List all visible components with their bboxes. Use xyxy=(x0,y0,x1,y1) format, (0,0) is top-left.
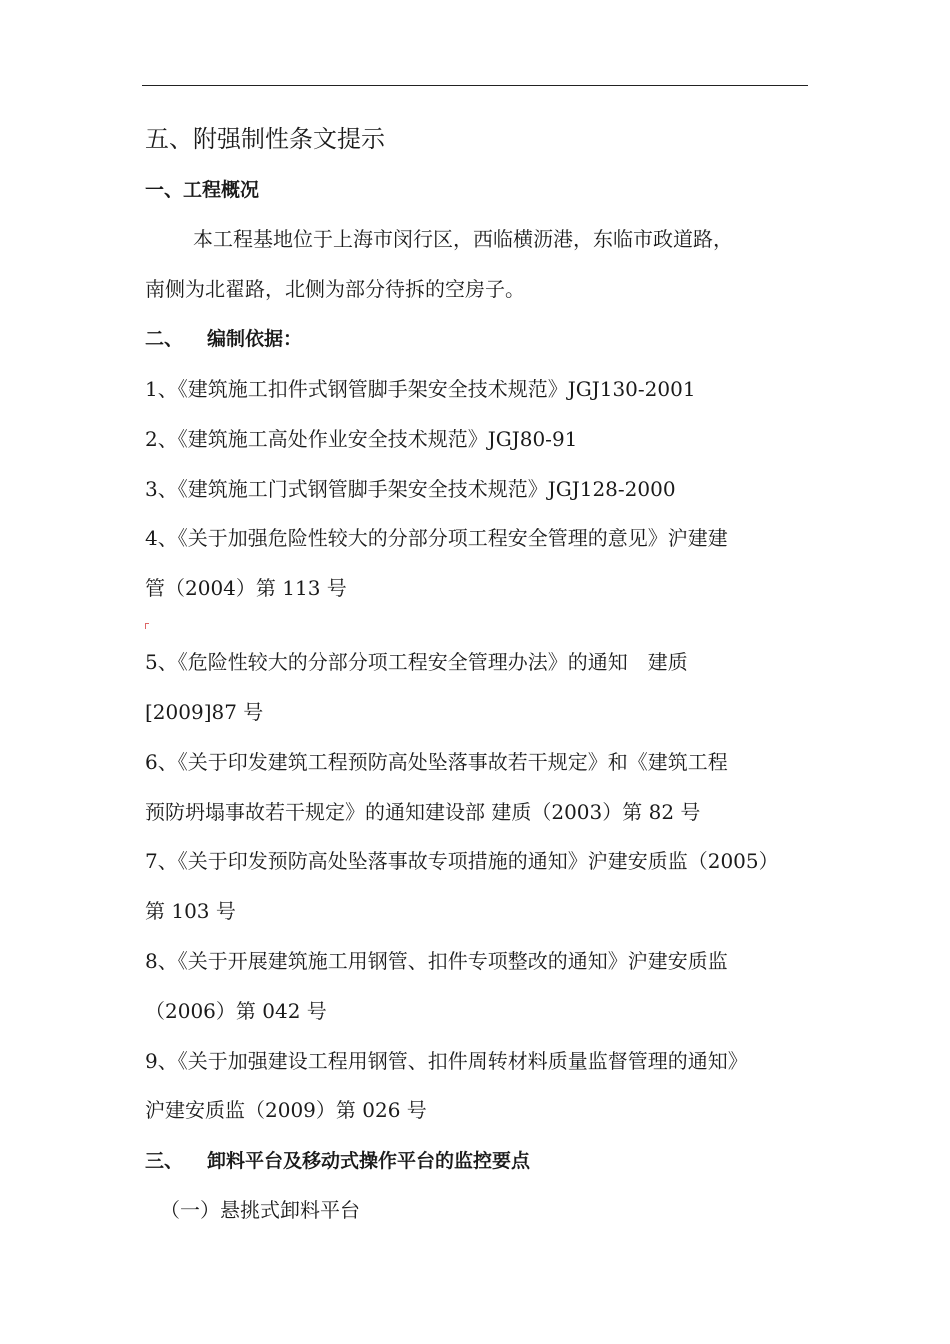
main-heading: 五、附强制性条文提示 xyxy=(145,125,385,153)
section-2-title xyxy=(145,324,302,354)
reference-item-continuation: 管（2004）第 113 号 xyxy=(145,576,347,600)
reference-item: 5、《危险性较大的分部分项工程安全管理办法》的通知 建质 xyxy=(145,650,688,674)
reference-item: 3、《建筑施工门式钢管脚手架安全技术规范》JGJ128-2000 xyxy=(145,477,676,501)
reference-item-continuation: [2009]87 号 xyxy=(145,700,264,724)
section-3-title xyxy=(145,1146,530,1176)
section-1-body-line-2: 南侧为北翟路，北侧为部分待拆的空房子。 xyxy=(145,277,525,301)
reference-item: 7、《关于印发预防高处坠落事故专项措施的通知》沪建安质监（2005） xyxy=(145,849,779,873)
reference-item-continuation: （2006）第 042 号 xyxy=(145,999,327,1023)
reference-item: 9、《关于加强建设工程用钢管、扣件周转材料质量监督管理的通知》 xyxy=(145,1049,748,1073)
reference-item-continuation: 预防坍塌事故若干规定》的通知建设部 建质（2003）第 82 号 xyxy=(145,800,701,824)
section-3-number: 三、 xyxy=(145,1150,184,1172)
section-2-number: 二、 xyxy=(145,328,184,350)
section-1-body-line-1: 本工程基地位于上海市闵行区，西临横沥港，东临市政道路， xyxy=(193,227,733,251)
section-1-title: 一、工程概况 xyxy=(145,179,260,201)
reference-item: 8、《关于开展建筑施工用钢管、扣件专项整改的通知》沪建安质监 xyxy=(145,949,728,973)
reference-item: 2、《建筑施工高处作业安全技术规范》JGJ80-91 xyxy=(145,427,578,451)
section-2-label: 编制依据： xyxy=(207,328,303,350)
section-3-label: 卸料平台及移动式操作平台的监控要点 xyxy=(207,1150,531,1172)
reference-item: 4、《关于加强危险性较大的分部分项工程安全管理的意见》沪建建 xyxy=(145,526,728,550)
header-rule xyxy=(142,85,808,86)
reference-item-continuation: 沪建安质监（2009）第 026 号 xyxy=(145,1098,427,1122)
reference-item: 1、《建筑施工扣件式钢管脚手架安全技术规范》JGJ130-2001 xyxy=(145,377,696,401)
reference-item: 6、《关于印发建筑工程预防高处坠落事故若干规定》和《建筑工程 xyxy=(145,750,728,774)
edit-mark xyxy=(145,623,149,629)
section-3-subheading: （一）悬挑式卸料平台 xyxy=(160,1198,360,1222)
reference-item-continuation: 第 103 号 xyxy=(145,899,236,923)
